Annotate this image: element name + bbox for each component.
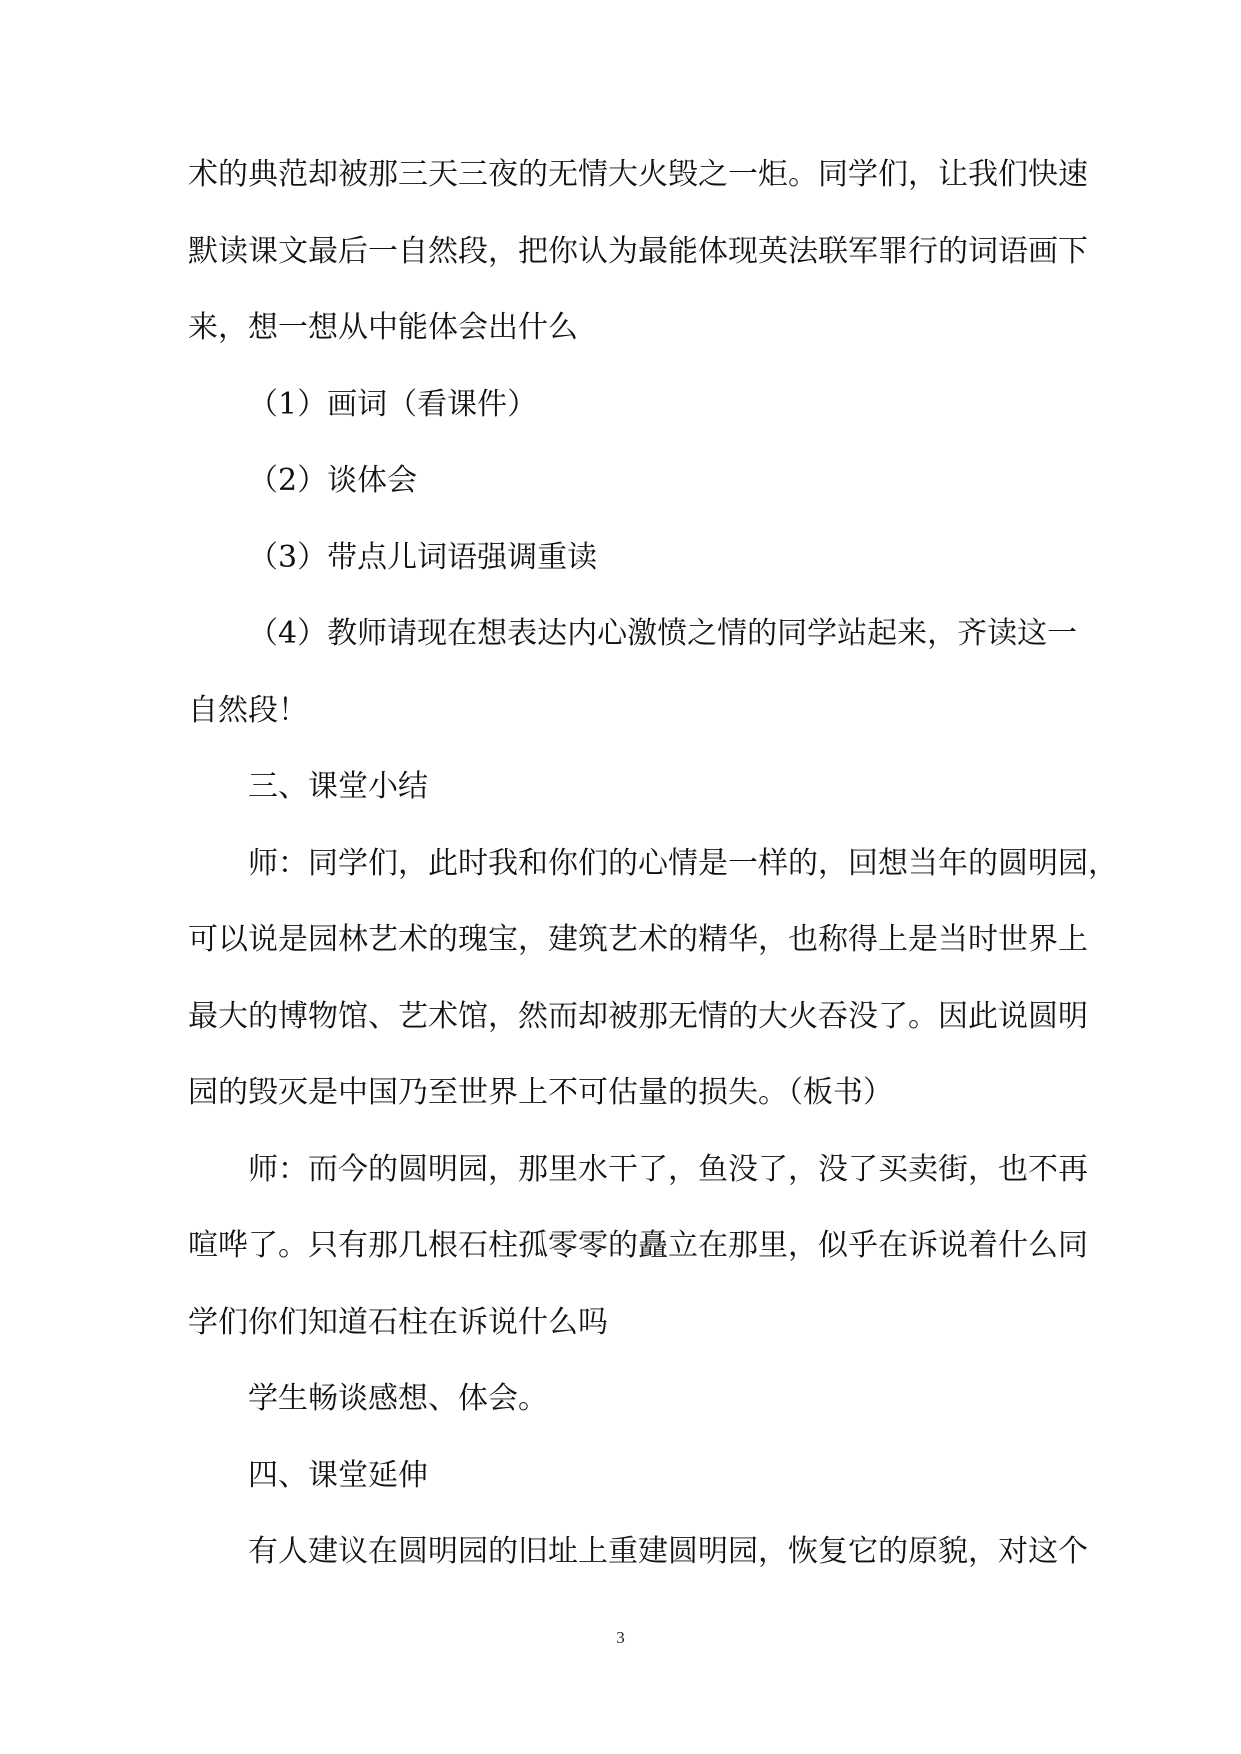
list-item: （2）谈体会 bbox=[248, 463, 418, 498]
document-body bbox=[188, 137, 1118, 1591]
text-line: 默读课文最后一自然段，把你认为最能体现英法联军罪行的词语画下 bbox=[188, 233, 1088, 269]
text-line: 自然段！ bbox=[188, 692, 308, 728]
list-item: （1）画词（看课件） bbox=[248, 386, 538, 422]
list-item: （4）教师请现在想表达内心激愤之情的同学站起来，齐读这一 bbox=[248, 616, 1078, 651]
section-heading: 三、课堂小结 bbox=[248, 769, 428, 804]
text-line: 有人建议在圆明园的旧址上重建圆明园，恢复它的原貌，对这个 bbox=[248, 1534, 1088, 1569]
text-line: 师：同学们，此时我和你们的心情是一样的，回想当年的圆明园， bbox=[248, 845, 1118, 881]
page-number: 3 bbox=[616, 1628, 625, 1647]
text-line: 术的典范却被那三天三夜的无情大火毁之一炬。同学们，让我们快速 bbox=[188, 157, 1088, 192]
text-line: 可以说是园林艺术的瑰宝，建筑艺术的精华，也称得上是当时世界上 bbox=[188, 922, 1088, 957]
text-line: 喧哗了。只有那几根石柱孤零零的矗立在那里，似乎在诉说着什么同 bbox=[188, 1228, 1088, 1263]
text-line: 师：而今的圆明园，那里水干了，鱼没了，没了买卖街，也不再 bbox=[248, 1151, 1088, 1187]
list-item: （3）带点儿词语强调重读 bbox=[248, 539, 598, 575]
text-line: 学生畅谈感想、体会。 bbox=[248, 1381, 548, 1416]
text-line: 学们你们知道石柱在诉说什么吗 bbox=[188, 1304, 608, 1340]
text-line: 园的毁灭是中国乃至世界上不可估量的损失。（板书） bbox=[188, 1075, 893, 1110]
section-heading: 四、课堂延伸 bbox=[248, 1457, 428, 1493]
text-line: 最大的博物馆、艺术馆，然而却被那无情的大火吞没了。因此说圆明 bbox=[188, 998, 1088, 1034]
text-line: 来，想一想从中能体会出什么 bbox=[188, 310, 578, 345]
